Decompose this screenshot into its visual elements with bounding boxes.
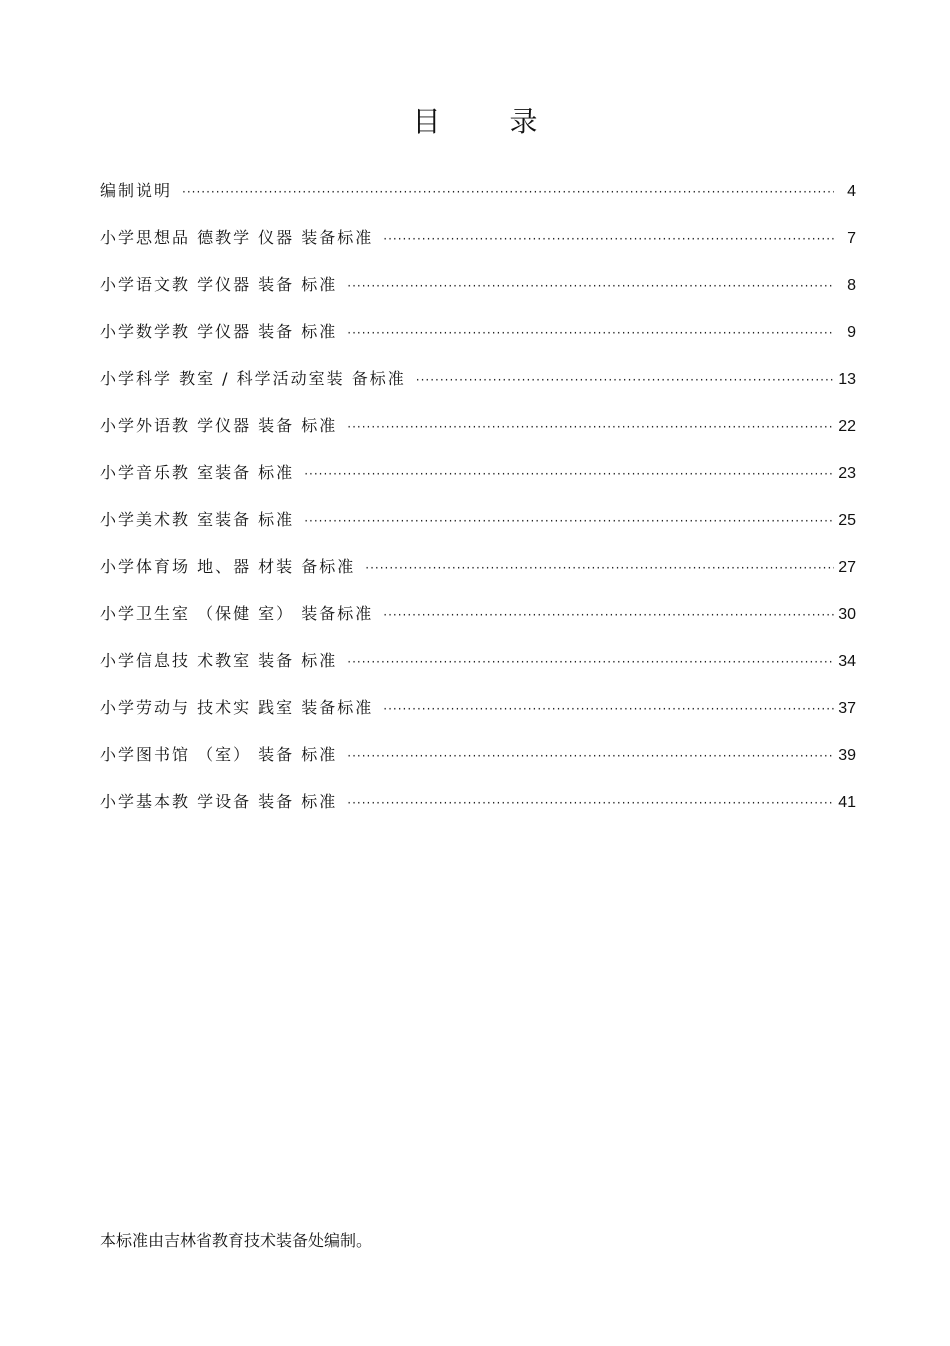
toc-entry-page: 8 xyxy=(847,277,856,294)
toc-entry[interactable] xyxy=(100,695,856,742)
toc-entry[interactable] xyxy=(100,601,856,648)
toc-entry-title: 小学基本教 学设备 装备 标准 xyxy=(100,792,338,811)
toc-entry-title: 小学音乐教 室装备 标准 xyxy=(100,463,295,482)
toc-entry-page: 13 xyxy=(838,371,856,388)
toc-entry-page: 41 xyxy=(838,794,856,811)
toc-dot-leader xyxy=(383,702,834,716)
toc-entry-page: 39 xyxy=(838,747,856,764)
toc-entry[interactable] xyxy=(100,178,856,225)
toc-entry-title: 小学信息技 术教室 装备 标准 xyxy=(100,651,338,670)
toc-entry-page: 9 xyxy=(847,324,856,341)
toc-entry[interactable] xyxy=(100,319,856,366)
toc-entry-title: 小学语文教 学仪器 装备 标准 xyxy=(100,275,338,294)
toc-dot-leader xyxy=(347,279,834,293)
toc-entry[interactable] xyxy=(100,554,856,601)
toc-entry-title: 小学图书馆 （室） 装备 标准 xyxy=(100,745,338,764)
toc-dot-leader xyxy=(365,561,834,575)
toc-dot-leader xyxy=(347,420,834,434)
toc-entry[interactable] xyxy=(100,366,856,413)
toc-entry-page: 22 xyxy=(838,418,856,435)
toc-dot-leader xyxy=(304,514,834,528)
toc-entry-page: 34 xyxy=(838,653,856,670)
table-of-contents xyxy=(100,178,856,836)
toc-entry-title: 小学卫生室 （保健 室） 装备标准 xyxy=(100,604,374,623)
page-title: 目 录 xyxy=(412,105,568,138)
toc-entry-page: 7 xyxy=(847,230,856,247)
footer-note: 本标准由吉林省教育技术装备处编制。 xyxy=(100,1231,373,1250)
toc-entry[interactable] xyxy=(100,742,856,789)
toc-dot-leader xyxy=(383,608,834,622)
toc-dot-leader xyxy=(416,373,834,387)
toc-dot-leader xyxy=(347,655,834,669)
toc-entry-title: 小学体育场 地、器 材装 备标准 xyxy=(100,557,356,576)
toc-entry[interactable] xyxy=(100,648,856,695)
toc-entry-title: 小学思想品 德教学 仪器 装备标准 xyxy=(100,228,374,247)
toc-entry-page: 25 xyxy=(838,512,856,529)
toc-entry-page: 30 xyxy=(838,606,856,623)
toc-entry-title: 小学劳动与 技术实 践室 装备标准 xyxy=(100,698,374,717)
toc-entry-title: 编制说明 xyxy=(100,181,173,200)
toc-entry-title: 小学美术教 室装备 标准 xyxy=(100,510,295,529)
toc-entry-page: 23 xyxy=(838,465,856,482)
toc-dot-leader xyxy=(383,232,834,246)
toc-entry-title: 小学数学教 学仪器 装备 标准 xyxy=(100,322,338,341)
toc-entry-page: 37 xyxy=(838,700,856,717)
toc-entry-title: 小学科学 教室 / 科学活动室装 备标准 xyxy=(100,369,406,388)
toc-entry[interactable] xyxy=(100,225,856,272)
toc-entry-page: 4 xyxy=(847,183,856,200)
toc-entry[interactable] xyxy=(100,272,856,319)
toc-dot-leader xyxy=(347,326,834,340)
toc-dot-leader xyxy=(182,185,834,199)
toc-entry[interactable] xyxy=(100,789,856,836)
toc-entry[interactable] xyxy=(100,507,856,554)
toc-entry-page: 27 xyxy=(838,559,856,576)
toc-dot-leader xyxy=(304,467,834,481)
toc-dot-leader xyxy=(347,749,834,763)
toc-entry[interactable] xyxy=(100,460,856,507)
toc-entry[interactable] xyxy=(100,413,856,460)
toc-dot-leader xyxy=(347,796,834,810)
toc-entry-title: 小学外语教 学仪器 装备 标准 xyxy=(100,416,338,435)
